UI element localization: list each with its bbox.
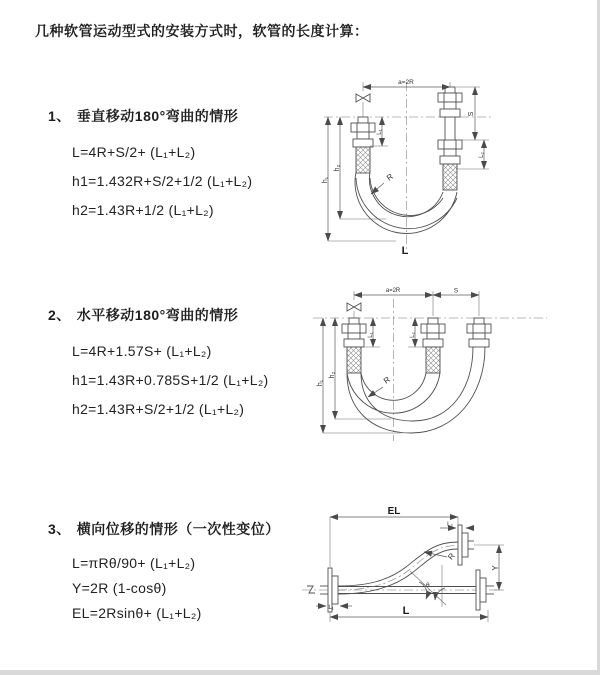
diagram-2-svg (301, 283, 591, 448)
section-1-title: 垂直移动180°弯曲的情形 (76, 108, 239, 124)
dim-label-a2r: a=2R (398, 79, 414, 86)
left-port-fitting (351, 117, 375, 173)
section-2-number: 2、 (48, 307, 71, 323)
section-1-formulas (72, 138, 252, 225)
diagram-1-svg (298, 70, 578, 260)
formula-line: Y=2R (1-cosθ) (72, 580, 167, 596)
formula-line: h1=1.43R+0.785S+1/2 (L₁+L₂) (72, 372, 269, 388)
hose-shifted-inner (361, 347, 473, 421)
left-port-fitting (342, 318, 366, 373)
braided-hose-left (347, 347, 361, 373)
dim-label-h2: h₂ (329, 371, 336, 379)
diagram-vertical-180-bend (298, 70, 578, 260)
dim-label-l1: L₁ (328, 605, 334, 611)
dim-label-a2r: a=2R (385, 288, 401, 294)
right-flange-upper (458, 525, 474, 565)
braided-hose-left (356, 147, 370, 173)
diagram-lateral-displacement (298, 495, 518, 645)
braided-hose-right (443, 164, 457, 190)
section-1-number: 1、 (48, 108, 71, 124)
radius-label: R (384, 171, 395, 183)
valve-icon (347, 303, 361, 318)
formula-line: h2=1.43R+S/2+1/2 (L₁+L₂) (72, 401, 245, 417)
dim-label-h2: h₂ (334, 164, 341, 172)
section-2 (48, 305, 269, 424)
right-port-fitting (467, 318, 491, 347)
middle-port-fitting (421, 318, 445, 373)
section-3 (48, 519, 280, 626)
dim-label-s: S (468, 111, 475, 117)
dim-label-l2: L₂ (447, 522, 453, 528)
page-title: 几种软管运动型式的安装方式时，软管的长度计算： (35, 23, 369, 39)
formula-line: EL=2Rsinθ+ (L₁+L₂) (72, 605, 202, 621)
formula-line: L=4R+1.57S+ (L₁+L₂) (72, 343, 212, 359)
radius-label: R (381, 374, 392, 386)
section-2-heading (48, 305, 269, 325)
dimension-lines (323, 291, 479, 433)
section-3-heading (48, 519, 280, 539)
dim-label-h1: h₁ (317, 379, 324, 387)
section-3-number: 3、 (48, 521, 71, 537)
section-1 (48, 106, 252, 225)
section-3-title: 横向位移的情形（一次性变位） (76, 521, 280, 537)
dim-label-l: L (402, 605, 410, 617)
braided-hose-middle (426, 347, 440, 373)
dim-label-h1: h₁ (322, 176, 329, 184)
formula-line: L=4R+S/2+ (L₁+L₂) (72, 144, 196, 160)
section-1-heading (48, 106, 252, 126)
length-label: L (401, 245, 409, 257)
dim-label-l2: L₂ (479, 152, 485, 158)
dim-label-el: EL (387, 506, 401, 517)
hose-shifted-outer (347, 347, 485, 433)
right-port-fitting-upper (438, 87, 462, 117)
angle-label: θ (426, 582, 430, 589)
valve-icon (356, 94, 370, 117)
hose-bend-arcs (347, 347, 485, 433)
formula-line: h1=1.432R+S/2+1/2 (L₁+L₂) (72, 173, 253, 189)
formula-line: L=πRθ/90+ (L₁+L₂) (72, 555, 196, 571)
dim-label-l1: L₁ (377, 129, 383, 135)
diagram-3-svg (298, 495, 518, 645)
dim-label-s: S (453, 287, 459, 295)
dimension-labels (322, 79, 485, 257)
page-edge-bottom (0, 670, 600, 675)
section-2-formulas (72, 337, 269, 424)
hose-bend-arcs (355, 172, 457, 233)
formula-line: h2=1.43R+1/2 (L₁+L₂) (72, 202, 214, 218)
dim-label-y: Y (491, 565, 500, 571)
pipe-break-mark (307, 586, 315, 593)
dim-label-l2: L₂ (410, 332, 416, 338)
right-port-fitting-lower (438, 117, 462, 190)
centerlines (324, 82, 494, 252)
radius-label: R (446, 551, 457, 562)
section-3-formulas (72, 551, 280, 626)
dim-label-l1: L₁ (368, 332, 374, 338)
dimension-labels (328, 506, 500, 617)
section-2-title: 水平移动180°弯曲的情形 (76, 307, 239, 323)
diagram-horizontal-180-bend (301, 283, 591, 448)
